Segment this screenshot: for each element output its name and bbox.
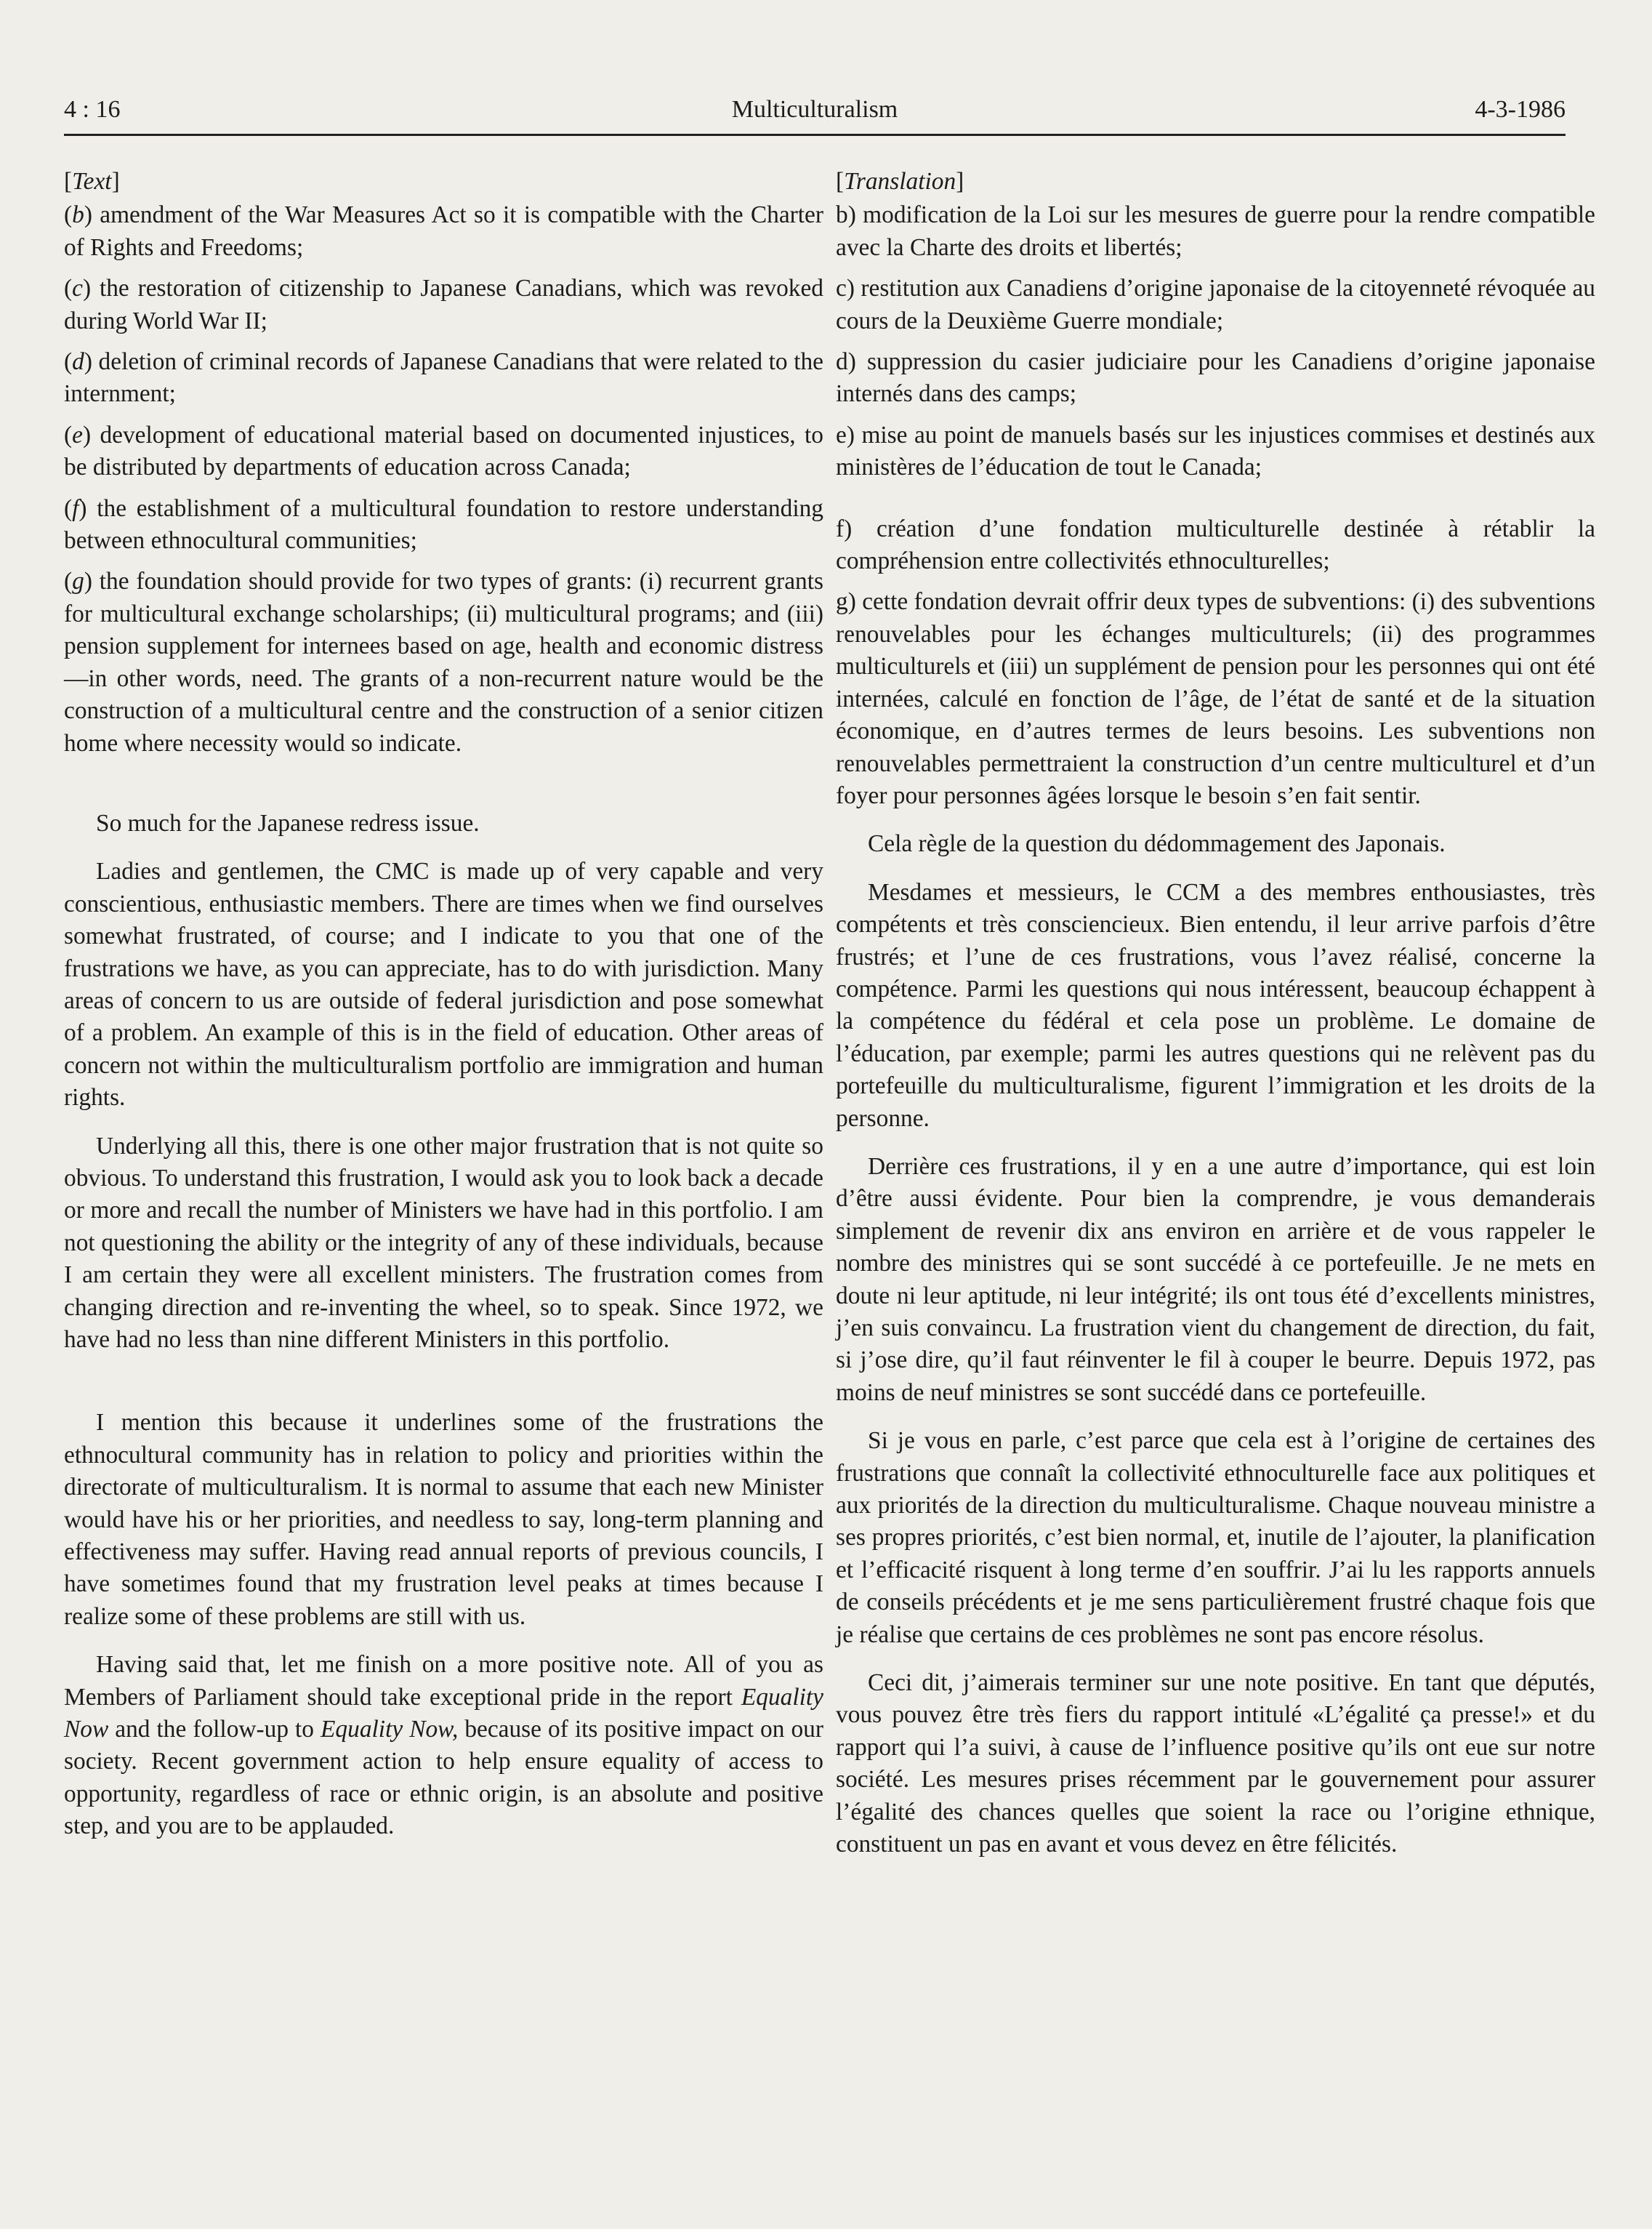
list-item: d) suppression du casier judiciaire pour les Canadiens d’origine japonaise internés dans des camps; [836,348,1595,408]
header-date: 4-3-1986 [1475,96,1566,123]
running-title: Multiculturalism [731,96,898,123]
list-item: c) restitution aux Canadiens d’origine japonaise de la citoyenneté révoquée au cours de la Deuxième Guerre mondiale; [836,275,1596,334]
french-column [836,166,1595,1861]
list-item: (e) development of educational material based on documented injustices, to be distributed by departments of education across Canada; [64,421,823,481]
paragraph: So much for the Japanese redress issue. [96,809,480,837]
paragraph: Mesdames et messieurs, le CCM a des membres enthousiastes, très compétents et très consciencieux. Bien entendu, il leur arrive parfois d’être frustrés; et l’une de ces frustrations, vous l’avez réalisé, concerne la compétence. Parmi les questions qui nous intéressent, beaucoup échappent à la compétence du fédéral et cela pose un problème. Le domaine de l’éducation, par exemple; parmi les autres questions qui ne relèvent pas du portefeuille du multiculturalisme, figurent l’immigration et les droits de la personne. [836,878,1595,1132]
english-column [64,166,823,1843]
page-header [64,93,1566,136]
list-item: (c) the restoration of citizenship to Japanese Canadians, which was revoked during World War II; [64,275,823,334]
list-item: (g) the foundation should provide for two types of grants: (i) recurrent grants for multicultural exchange scholarships; (ii) multicultural programs; and (iii) pension supplement for internees based on age, health and economic distress—in other words, need. The grants of a non-recurrent nature would be the construction of a multicultural centre and the construction of a senior citizen home where necessity would so indicate. [64,568,823,757]
paragraph: Derrière ces frustrations, il y en a une autre d’importance, qui est loin d’être aussi évidente. Pour bien la comprendre, je vous demanderais simplement de revenir dix ans environ en arrière et de vous rappeler le nombre des ministres qui se sont succédé à ce portefeuille. Je ne mets en doute ni leur aptitude, ni leur intégrité; ils ont tous été d’excellents ministres, j’en suis convaincu. La frustration vient du changement de direction, du fait, si j’ose dire, qu’il faut réinventer le fil à couper le beurre. Depuis 1972, pas moins de neuf ministres se sont succédé dans ce portefeuille. [836,1152,1595,1406]
text-label: [Text] [64,168,120,195]
list-item: (d) deletion of criminal records of Japanese Canadians that were related to the internment; [64,348,823,408]
paragraph: Having said that, let me finish on a more positive note. All of you as Members of Parliament should take exceptional pride in the report Equality Now and the follow-up to Equality Now, because of its positive impact on our society. Recent government action to help ensure equality of access to opportunity, regardless of race or ethnic origin, is an absolute and positive step, and you are to be applauded. [64,1651,823,1840]
paragraph: I mention this because it underlines some of the frustrations the ethnocultural community has in relation to policy and priorities within the directorate of multiculturalism. It is normal to assume that each new Minister would have his or her priorities, and needless to say, long-term planning and effectiveness may suffer. Having read annual reports of previous councils, I have sometimes found that my frustration level peaks at times because I realize some of these problems are still with us. [64,1409,823,1630]
page-number: 4 : 16 [64,96,121,123]
list-item: g) cette fondation devrait offrir deux types de subventions: (i) des subventions renouvelables pour les échanges multiculturels; (ii) des programmes multiculturels et (iii) un supplément de pension pour les personnes qui ont été internées, calculé en fonction de l’âge, de l’état de santé et de la situation économique, en d’autres termes de leurs besoins. Les subventions non renouvelables permettraient la construction d’un centre multiculturel et d’un foyer pour personnes âgées lorsque le besoin s’en fait sentir. [836,588,1595,809]
paragraph: Ceci dit, j’aimerais terminer sur une note positive. En tant que députés, vous pouvez être très fiers du rapport intitulé «L’égalité ça presse!» et du rapport qui l’a suivi, à cause de l’influence positive qu’ils ont eue sur notre société. Les mesures prises récemment par le gouvernement pour assurer l’égalité des chances quelles que soient la race ou l’origine ethnique, constituent un pas en avant et vous devez en être félicités. [836,1669,1595,1858]
paragraph: Si je vous en parle, c’est parce que cela est à l’origine de certaines des frustrations que connaît la collectivité ethnoculturelle face aux politiques et aux priorités de la direction du multiculturalisme. Chaque nouveau ministre a ses propres priorités, c’est bien normal, et, inutile de l’ajouter, la planification et l’efficacité risquent à long terme d’en souffrir. J’ai lu les rapports annuels de conseils précédents et je me sens particulièrement frustré chaque fois que je réalise que certains de ces problèmes ne sont pas encore résolus. [836,1427,1595,1648]
paragraph: Ladies and gentlemen, the CMC is made up of very capable and very conscientious, enthusiastic members. There are times when we find ourselves somewhat frustrated, of course; and I indicate to you that one of the frustrations we have, as you can appreciate, has to do with jurisdiction. Many areas of concern to us are outside of federal jurisdiction and pose somewhat of a problem. An example of this is in the field of education. Other areas of concern not within the multiculturalism portfolio are immigration and human rights. [64,858,823,1112]
list-item: b) modification de la Loi sur les mesures de guerre pour la rendre compatible avec la Charte des droits et libertés; [836,201,1595,261]
list-item: (f) the establishment of a multicultural foundation to restore understanding between ethnocultural communities; [64,494,823,555]
translation-label: [Translation] [836,168,964,195]
paragraph: Underlying all this, there is one other major frustration that is not quite so obvious. To understand this frustration, I would ask you to look back a decade or more and recall the number of Ministers we have had in this portfolio. I am not questioning the ability or the integrity of any of these individuals, because I am certain they were all excellent ministers. The frustration comes from changing direction and re-inventing the wheel, so to speak. Since 1972, we have had no less than nine different Ministers in this portfolio. [64,1132,823,1353]
report-title: Equality Now, [321,1716,459,1743]
list-item: f) création d’une fondation multiculturelle destinée à rétablir la compréhension entre collectivités ethnoculturelles; [836,515,1596,575]
report-title: Equality Now [64,1683,823,1743]
list-item: e) mise au point de manuels basés sur les injustices commises et destinés aux ministères de l’éducation de tout le Canada; [836,421,1596,481]
list-item: (b) amendment of the War Measures Act so it is compatible with the Charter of Rights and Freedoms; [64,201,823,261]
paragraph: Cela règle de la question du dédommagement des Japonais. [868,830,1446,858]
